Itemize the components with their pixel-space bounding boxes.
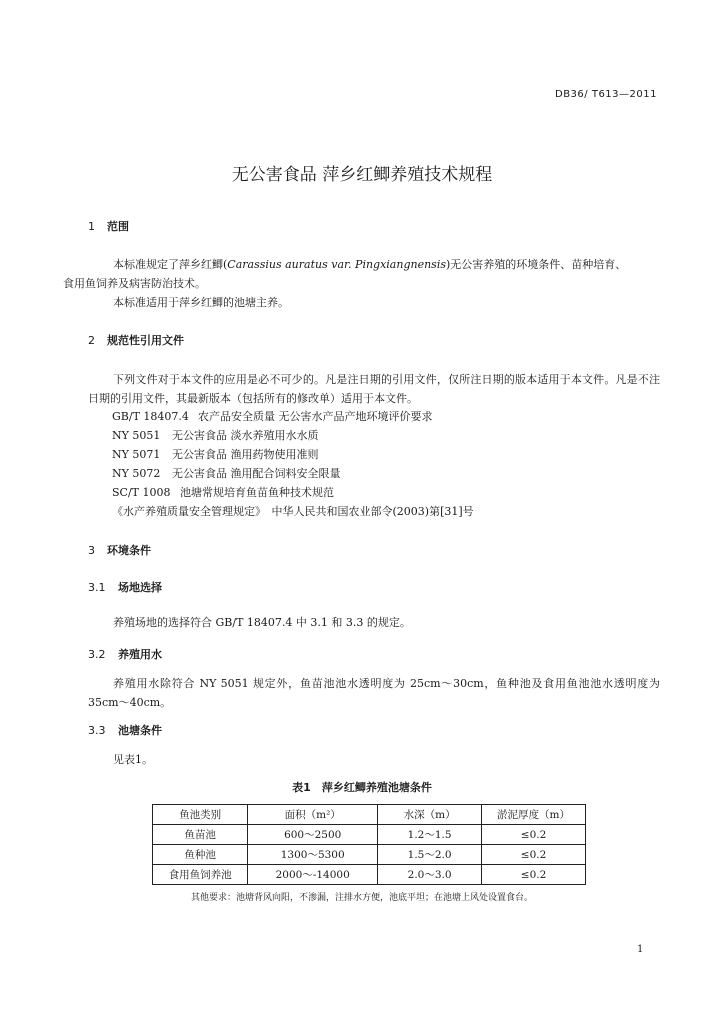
reference-item (112, 408, 433, 424)
text-run: 本标准规定了萍乡红鲫( (113, 258, 228, 271)
table-cell: 2.0～3.0 (378, 865, 482, 885)
section-title: 规范性引用文件 (107, 334, 184, 347)
table-header-row (153, 805, 586, 825)
section-title: 范围 (107, 220, 129, 233)
section-number: 3.2 (88, 648, 106, 661)
reference-title: 无公害食品 渔用配合饲料安全限量 (172, 467, 341, 480)
reference-item (112, 465, 341, 481)
reference-title: 农产品安全质量 无公害水产品产地环境评价要求 (198, 410, 433, 423)
table-cell: 鱼苗池 (153, 825, 248, 845)
column-header: 淤泥厚度（m） (482, 805, 586, 825)
section-number: 3.1 (88, 581, 106, 594)
table-cell: 1.2～1.5 (378, 825, 482, 845)
section-title: 池塘条件 (118, 724, 162, 737)
document-title: 无公害食品 萍乡红鲫养殖技术规程 (231, 165, 493, 185)
section-3-2-heading (88, 646, 162, 662)
section-3-3-text: 见表1。 (113, 753, 153, 766)
reference-code: NY 5071 (112, 448, 161, 461)
section-number: 2 (88, 334, 95, 347)
reference-item (112, 446, 319, 462)
section-2-heading (88, 332, 184, 348)
table-cell: 2000～-14000 (248, 865, 378, 885)
table-cell: ≤0.2 (482, 845, 586, 865)
table-row (153, 845, 586, 865)
table-cell: ≤0.2 (482, 865, 586, 885)
section-title: 养殖用水 (118, 648, 162, 661)
table-cell: 鱼种池 (153, 845, 248, 865)
table-cell: 1.5～2.0 (378, 845, 482, 865)
section-1-paragraph-2: 本标准适用于萍乡红鲫的池塘主养。 (113, 296, 289, 309)
reference-code: GB/T 18407.4 (112, 410, 189, 423)
reference-title: 无公害食品 淡水养殖用水水质 (172, 429, 319, 442)
section-3-heading (88, 542, 151, 558)
table-row (153, 825, 586, 845)
section-2-intro: 下列文件对于本文件的应用是必不可少的。凡是注日期的引用文件，仅所注日期的版本适用于本文件。凡是不注日期的引用文件，其最新版本（包括所有的修改单）适用于本文件。 (88, 373, 660, 405)
section-title: 场地选择 (118, 581, 162, 594)
section-1-heading (88, 218, 129, 234)
reference-code: NY 5051 (112, 429, 161, 442)
section-number: 1 (88, 220, 95, 233)
section-number: 3 (88, 544, 95, 557)
page-number: 1 (637, 944, 644, 955)
column-header: 鱼池类别 (153, 805, 248, 825)
table-cell: 600～2500 (248, 825, 378, 845)
reference-title: 无公害食品 渔用药物使用准则 (172, 448, 319, 461)
table-note: 其他要求：池塘背风向阳，不渗漏，注排水方便，池底平坦；在池塘上风处设置食台。 (190, 893, 533, 903)
reference-item (112, 484, 334, 500)
reference-code: SC/T 1008 (112, 486, 171, 499)
table-cell: 食用鱼饲养池 (153, 865, 248, 885)
section-1-paragraph-1 (63, 255, 660, 293)
reference-code: NY 5072 (112, 467, 161, 480)
table-caption: 表1 萍乡红鲫养殖池塘条件 (292, 781, 432, 794)
standard-number: DB36/ T613—2011 (555, 89, 657, 100)
section-title: 环境条件 (107, 544, 151, 557)
section-3-2-text: 养殖用水除符合 NY 5051 规定外，鱼苗池池水透明度为 25cm～30cm，鱼种池及食用鱼池池水透明度为 35cm～40cm。 (88, 677, 660, 709)
section-3-3-heading (88, 722, 162, 738)
reference-item (112, 427, 319, 443)
table-cell: ≤0.2 (482, 825, 586, 845)
table-row (153, 865, 586, 885)
latin-name: Carassius auratus var. Pingxiangnensis (227, 258, 446, 271)
pond-conditions-table (152, 804, 586, 885)
reference-title: 池塘常规培育鱼苗鱼种技术规范 (180, 486, 334, 499)
text-run: 食用鱼饲养及病害防治技术。 (63, 277, 206, 290)
column-header: 面积（m²） (248, 805, 378, 825)
table-cell: 1300～5300 (248, 845, 378, 865)
section-number: 3.3 (88, 724, 106, 737)
reference-item: 《水产养殖质量安全管理规定》 中华人民共和国农业部令(2003)第[31]号 (112, 505, 474, 518)
section-3-1-text: 养殖场地的选择符合 GB/T 18407.4 中 3.1 和 3.3 的规定。 (113, 616, 411, 629)
column-header: 水深（m） (378, 805, 482, 825)
text-run: )无公害养殖的环境条件、苗种培育、 (445, 258, 627, 271)
section-3-1-heading (88, 579, 162, 595)
